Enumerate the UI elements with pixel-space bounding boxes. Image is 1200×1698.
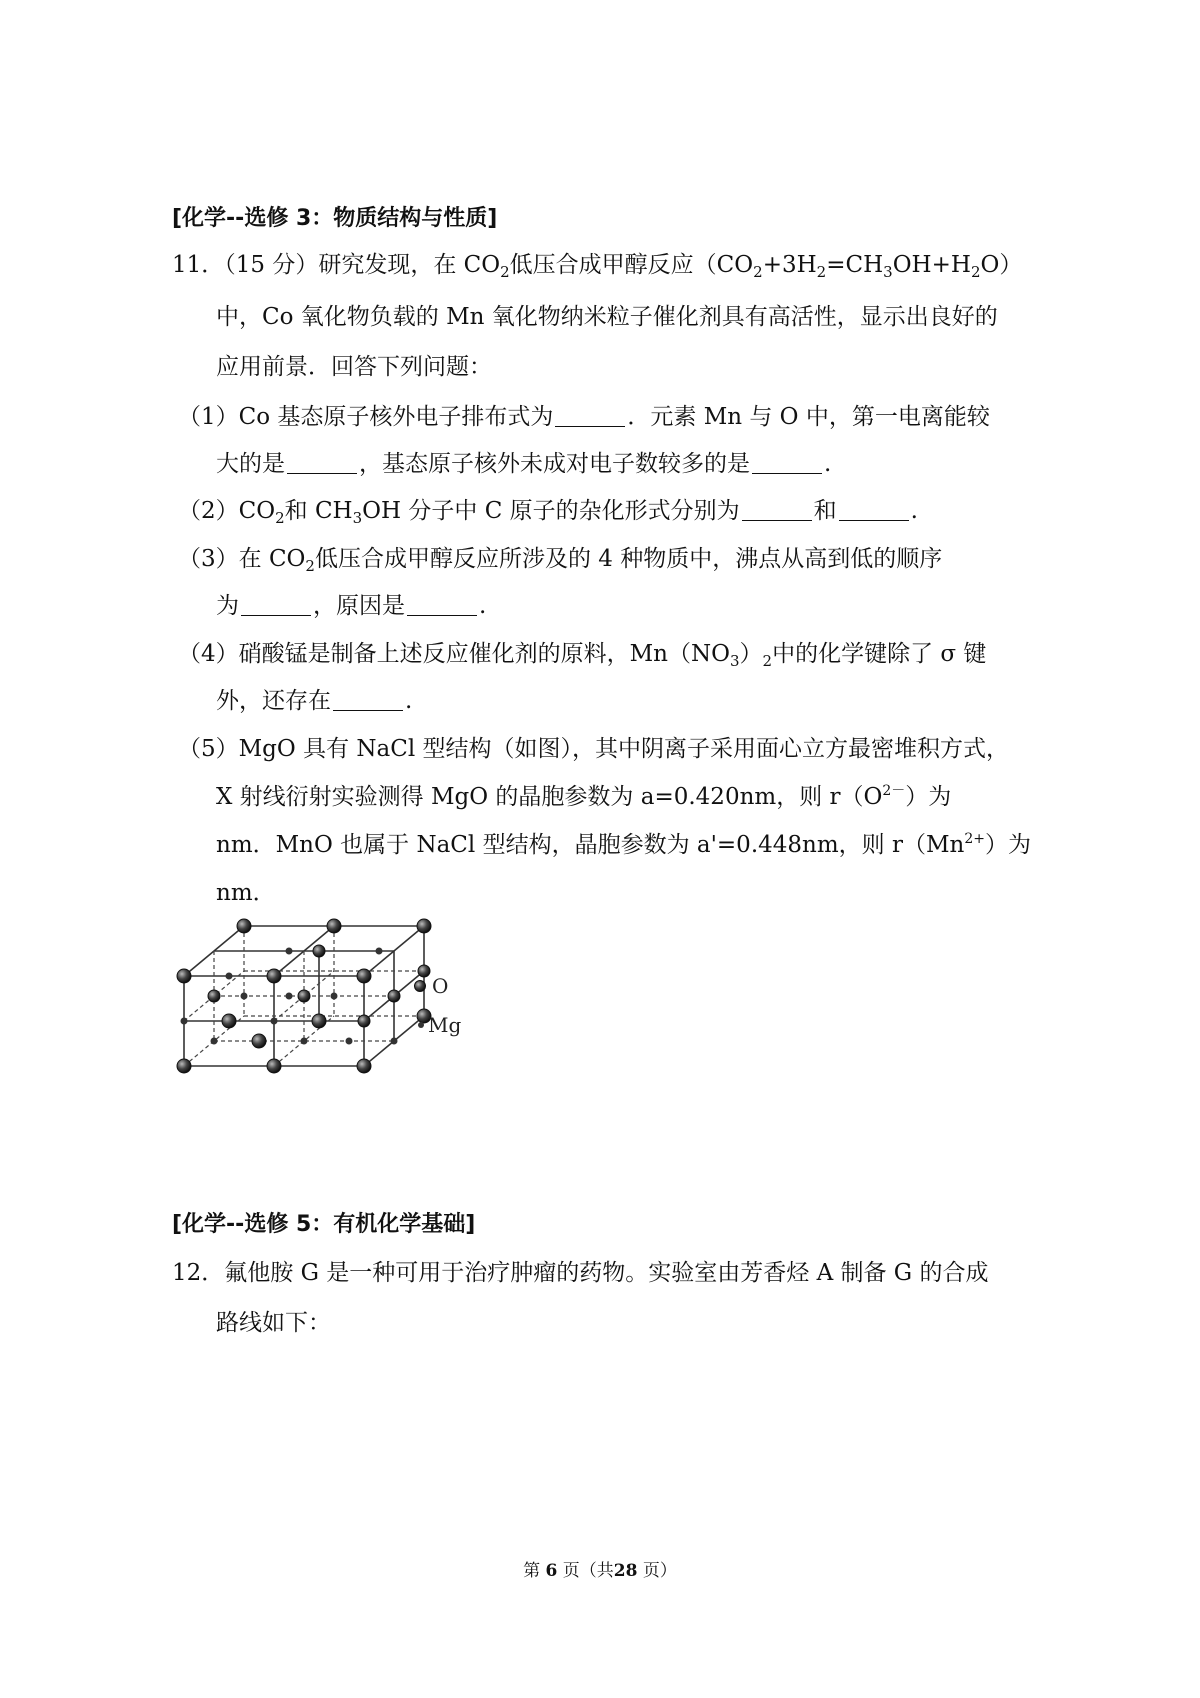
q11-part5-line4: nm．	[216, 880, 276, 906]
q12-line-1: 12．氟他胺 G 是一种可用于治疗肿瘤的药物。实验室由芳香烃 A 制备 G 的合成	[172, 1260, 989, 1286]
q11-part2: $(2)CO_2$和 $CH_3OH$ 分子中 C 原子的杂化形式分别为 和 .	[178, 498, 918, 527]
answer-blank	[752, 451, 822, 474]
oxygen-legend-icon	[415, 981, 426, 992]
legend-label-mg: Mg	[428, 1013, 462, 1037]
answer-blank	[333, 688, 403, 711]
magnesium-legend-icon	[418, 1022, 424, 1028]
legend-label-o: O	[432, 974, 449, 998]
q11-part3-line2: 为 ，原因是 .	[216, 593, 487, 619]
answer-blank	[839, 498, 909, 521]
answer-blank	[241, 593, 311, 616]
q11-line-2: 中，Co 氧化物负载的 Mn 氧化物纳米粒子催化剂具有高活性，显示出良好的	[216, 304, 998, 330]
q12-line-2: 路线如下：	[216, 1310, 331, 1336]
q11-line-3: 应用前景．回答下列问题：	[216, 354, 492, 380]
q11-part5-line3: nm．MnO 也属于 NaCl 型结构，晶胞参数为 a'=0.448nm，则 $r(Mn^{2+})$为	[216, 831, 1031, 858]
answer-blank	[742, 498, 812, 521]
mgo-crystal-structure-figure	[176, 918, 476, 1118]
q11-part1-line1: （1）Co 基态原子核外电子排布式为 ．元素 Mn 与 O 中，第一电离能较	[178, 404, 990, 430]
q11-part5-line2: X 射线衍射实验测得 MgO 的晶胞参数为 a=0.420nm，则 $r(O^{2-})$为	[216, 783, 952, 810]
answer-blank	[555, 404, 625, 427]
section-3-title: [化学--选修 3：物质结构与性质]	[172, 206, 498, 231]
q11-part4-line2: 外，还存在 .	[216, 688, 413, 714]
q11-part5-line1: （5）MgO 具有 NaCl 型结构（如图），其中阴离子采用面心立方最密堆积方式，	[178, 736, 1009, 762]
q11-line-1: 11．（15 分）研究发现，在 $CO_2$低压合成甲醇反应$(CO_2+3H_2=CH_3OH+H_2O)$	[172, 252, 1023, 281]
section-5-title: [化学--选修 5：有机化学基础]	[172, 1212, 476, 1237]
answer-blank	[287, 451, 357, 474]
q11-part4-line1: （4）硝酸锰是制备上述反应催化剂的原料，$Mn(NO_3)_2$中的化学键除了 σ 键	[178, 641, 987, 670]
q11-part1-line2: 大的是 ，基态原子核外未成对电子数较多的是 .	[216, 451, 832, 477]
page-footer: 第 6 页（共28 页）	[523, 1561, 677, 1581]
answer-blank	[407, 593, 477, 616]
q11-part3-line1: （3）在 $CO_2$低压合成甲醇反应所涉及的 4 种物质中，沸点从高到低的顺序	[178, 546, 943, 575]
